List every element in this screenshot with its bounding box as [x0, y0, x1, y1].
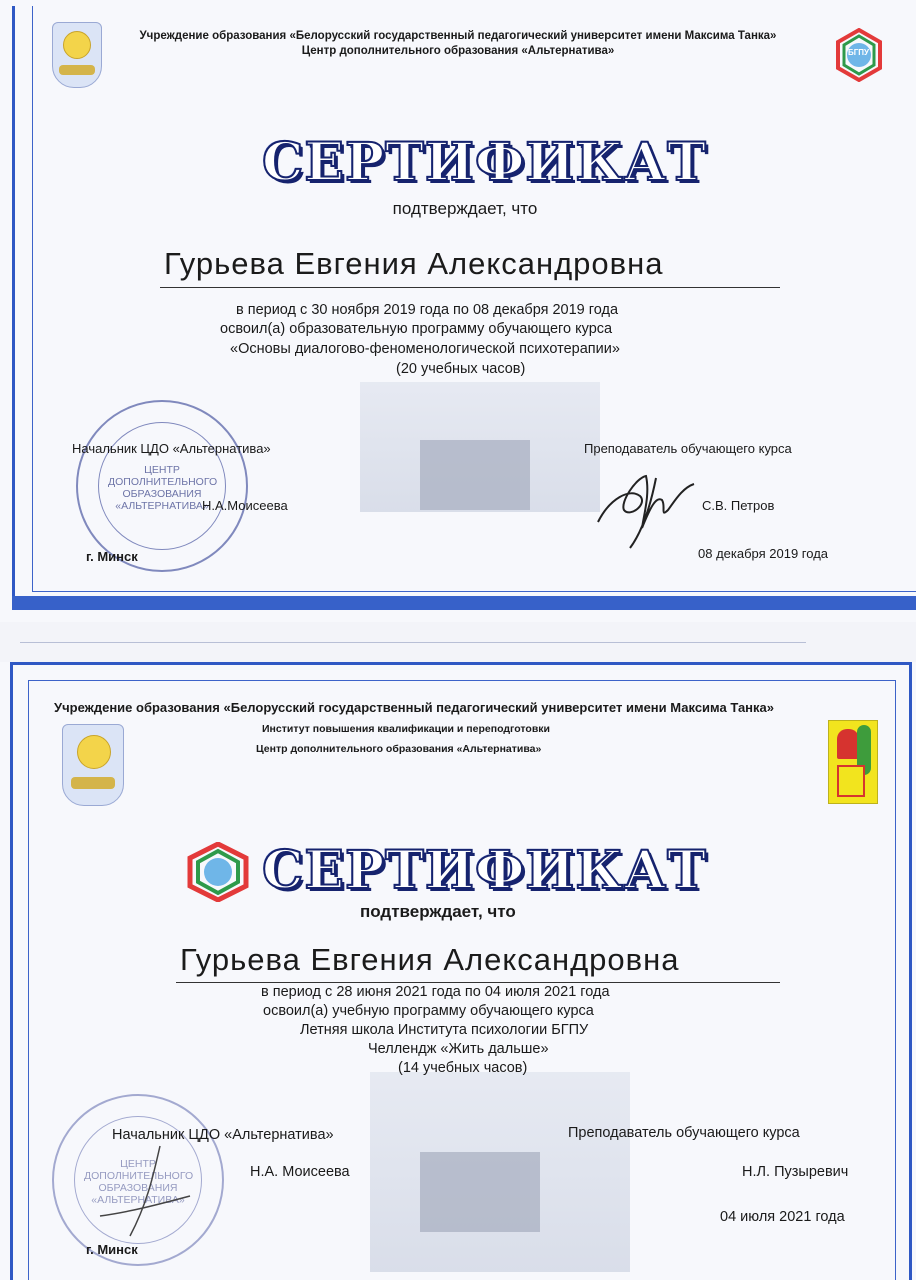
course-hours: (20 учебных часов)	[396, 361, 526, 377]
name-underline	[160, 287, 780, 288]
header-university: Учреждение образования «Белорусский государственный педагогический университет имени Максима Танка»	[54, 700, 774, 715]
course-program: освоил(а) учебную программу обучающего курса	[263, 1003, 594, 1019]
confirms-text: подтверждает, что	[360, 902, 516, 921]
course-period: в период с 30 ноября 2019 года по 08 декабря 2019 года	[236, 302, 619, 318]
recipient-name: Гурьева Евгения Александровна	[180, 942, 680, 977]
issue-date: 08 декабря 2019 года	[698, 546, 829, 561]
page-gap	[0, 622, 916, 662]
left-signer-position: Начальник ЦДО «Альтернатива»	[72, 441, 271, 456]
header-institute: Институт повышения квалификации и переподготовки	[262, 723, 550, 735]
bspu-logo-icon	[186, 842, 250, 902]
right-signer-position: Преподаватель обучающего курса	[568, 1125, 800, 1141]
stamp-text: ЦЕНТР ДОПОЛНИТЕЛЬНОГО ОБРАЗОВАНИЯ «АЛЬТЕРНАТИВА»	[84, 1158, 194, 1206]
certificate-2019	[0, 0, 916, 622]
issue-date: 04 июля 2021 года	[720, 1209, 845, 1225]
coat-of-arms-icon	[62, 724, 124, 806]
certificate-title: СЕРТИФИКАТ	[262, 840, 707, 901]
header-university: Учреждение образования «Белорусский государственный педагогический университет имени Максима Танка»	[139, 30, 777, 42]
building-entrance	[420, 440, 530, 510]
course-hours: (14 учебных часов)	[398, 1060, 528, 1076]
course-program: освоил(а) образовательную программу обучающего курса	[220, 321, 613, 337]
signature-icon	[590, 448, 710, 558]
building-entrance	[420, 1152, 540, 1232]
signature-icon	[90, 1132, 210, 1252]
right-signer-position: Преподаватель обучающего курса	[584, 441, 792, 456]
certificate-2021	[0, 662, 916, 1280]
course-name: Летняя школа Института психологии БГПУ	[300, 1022, 589, 1038]
confirms-text: подтверждает, что	[392, 199, 538, 218]
city: г. Минск	[86, 549, 138, 564]
city: г. Минск	[86, 1242, 138, 1257]
recipient-name: Гурьева Евгения Александровна	[164, 246, 664, 281]
institute-logo-icon	[828, 720, 878, 804]
left-signer-name: Н.А.Моисеева	[202, 498, 288, 513]
frame-bottom-band	[12, 596, 916, 610]
course-subtitle: Челлендж «Жить дальше»	[368, 1041, 549, 1057]
course-name: «Основы диалогово-феноменологической психотерапии»	[230, 341, 620, 357]
left-signer-name: Н.А. Моисеева	[250, 1164, 350, 1180]
certificate-title: СЕРТИФИКАТ	[262, 132, 707, 193]
right-signer-name: Н.Л. Пузыревич	[742, 1164, 849, 1180]
official-stamp	[76, 400, 248, 572]
right-signer-name: С.В. Петров	[702, 498, 775, 513]
stamp-text: ЦЕНТР ДОПОЛНИТЕЛЬНОГО ОБРАЗОВАНИЯ «АЛЬТЕРНАТИВА»	[108, 464, 218, 512]
header-center: Центр дополнительного образования «Альтернатива»	[256, 743, 542, 755]
header-center: Центр дополнительного образования «Альтернатива»	[301, 45, 615, 57]
course-period: в период с 28 июня 2021 года по 04 июля 2021 года	[261, 984, 610, 1000]
logo-caption: БГПУ	[848, 48, 870, 57]
left-signer-position: Начальник ЦДО «Альтернатива»	[112, 1127, 334, 1143]
